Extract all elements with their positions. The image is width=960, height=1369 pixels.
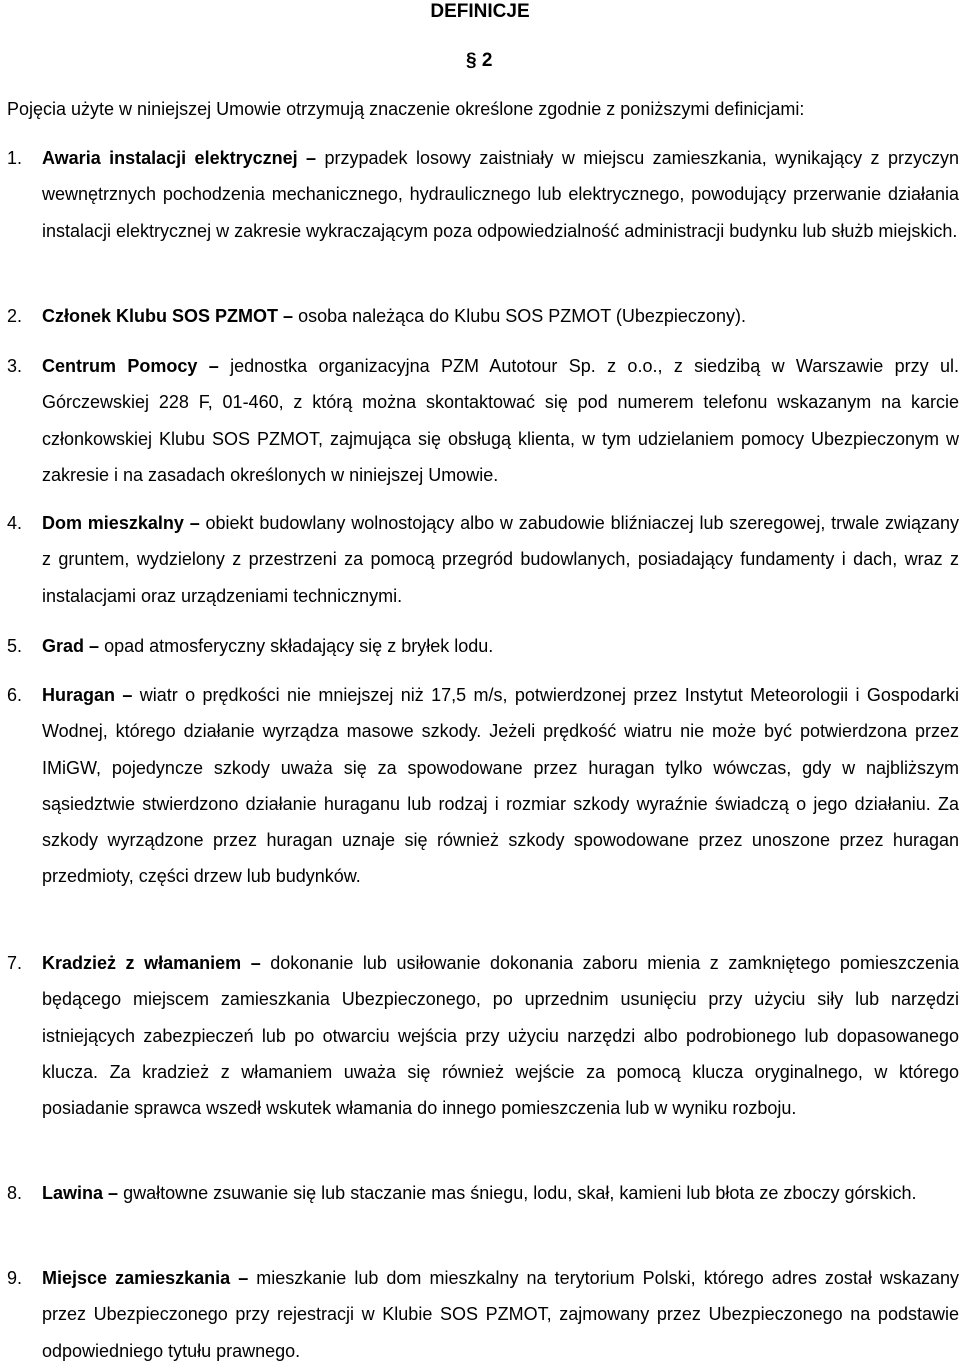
definition-dash: – — [306, 148, 317, 168]
definition-body — [42, 628, 959, 664]
definition-text: obiekt budowlany wolnostojący albo w zabudowie bliźniaczej lub szeregowej, trwale związany z gruntem, wydzielony z przestrzeni za pomocą przegród budowlanych, posiadający fundamenty i dach, wraz z instalacjami oraz urządzeniami technicznymi. — [42, 513, 959, 606]
definition-term: Lawina — [42, 1183, 104, 1203]
definition-number: 5. — [7, 636, 23, 656]
definition-text: gwałtowne zsuwanie się lub staczanie mas śniegu, lodu, skał, kamieni lub błota ze zboczy górskich. — [123, 1183, 917, 1203]
definition-term: Członek Klubu SOS PZMOT — [42, 306, 279, 326]
definition-body — [42, 298, 959, 334]
definition-text: dokonanie lub usiłowanie dokonania zaboru mienia z zamkniętego pomieszczenia będącego miejscem zamieszkania Ubezpieczonego, po uprzednim usunięciu przy użyciu siły lub narzędzi istniejących zabezpieczeń lub po otwarciu wejścia przy użyciu narzędzi albo podrobionego lub dopasowanego klucza. Za kradzież z włamaniem uważa się również wejście za pomocą klucza oryginalnego, w którego posiadanie sprawca wszedł wskutek włamania do innego pomieszczenia lub w wyniku rozboju. — [42, 953, 959, 1119]
definition-text: przypadek losowy zaistniały w miejscu zamieszkania, wynikający z przyczyn wewnętrznych pochodzenia mechanicznego, hydraulicznego lub elektrycznego, powodujący przerwanie działania instalacji elektrycznej w zakresie wykraczającym poza odpowiedzialność administracji budynku lub służb miejskich. — [42, 148, 959, 241]
document-title: DEFINICJE — [430, 1, 530, 22]
definition-number: 8. — [7, 1183, 23, 1203]
definition-body — [42, 505, 959, 614]
definition-number: 2. — [7, 306, 23, 326]
definition-number: 3. — [7, 356, 23, 376]
definition-dash: – — [108, 1183, 119, 1203]
definition-body — [42, 677, 959, 895]
intro-paragraph: Pojęcia użyte w niniejszej Umowie otrzymują znaczenie określone zgodnie z poniższymi definicjami: — [7, 99, 805, 119]
section-number: § 2 — [466, 50, 493, 71]
definition-number: 9. — [7, 1268, 23, 1288]
definition-dash: – — [189, 513, 200, 533]
definition-number: 7. — [7, 953, 23, 973]
definition-term: Kradzież z włamaniem — [42, 953, 242, 973]
definition-dash: – — [89, 636, 100, 656]
definition-term: Huragan — [42, 685, 116, 705]
definition-dash: – — [250, 953, 261, 973]
definition-body — [42, 140, 959, 249]
definition-number: 1. — [7, 148, 23, 168]
definition-term: Grad — [42, 636, 85, 656]
definition-text: jednostka organizacyjna PZM Autotour Sp. z o.o., z siedzibą w Warszawie przy ul. Górczewskiej 228 F, 01-460, z którą można skontaktować się pod numerem telefonu wskazanym na karcie członkowskiej Klubu SOS PZMOT, zajmująca się obsługą klienta, w tym udzielaniem pomocy Ubezpieczonym w zakresie i na zasadach określonych w niniejszej Umowie. — [42, 356, 959, 485]
definition-body — [42, 945, 959, 1126]
definition-text: osoba należąca do Klubu SOS PZMOT (Ubezpieczony). — [298, 306, 746, 326]
definition-body — [42, 348, 959, 493]
definition-term: Dom mieszkalny — [42, 513, 184, 533]
definition-dash: – — [283, 306, 294, 326]
definition-body — [42, 1175, 959, 1211]
definition-text: wiatr o prędkości nie mniejszej niż 17,5 m/s, potwierdzonej przez Instytut Meteorologii i Gospodarki Wodnej, którego działanie wyrządza masowe szkody. Jeżeli prędkość wiatru nie może być potwierdzona przez IMiGW, pojedyncze szkody uważa się za spowodowane przez huragan tylko wówczas, gdy w najbliższym sąsiedztwie stwierdzono działanie huraganu lub rodzaj i rozmiar szkody wyraźnie świadczą o jego działaniu. Za szkody wyrządzone przez huragan uznaje się również szkody spowodowane przez unoszone przez huragan przedmioty, części drzew lub budynków. — [42, 685, 959, 887]
definition-dash: – — [122, 685, 133, 705]
definition-text: opad atmosferyczny składający się z bryłek lodu. — [104, 636, 494, 656]
definition-term: Centrum Pomocy — [42, 356, 198, 376]
definition-term: Awaria instalacji elektrycznej — [42, 148, 298, 168]
definition-body — [42, 1260, 959, 1369]
definition-dash: – — [208, 356, 219, 376]
definition-text: mieszkanie lub dom mieszkalny na terytorium Polski, którego adres został wskazany przez Ubezpieczonego przy rejestracji w Klubie SOS PZMOT, zajmowany przez Ubezpieczonego na podstawie odpowiedniego tytułu prawnego. — [42, 1268, 959, 1361]
definition-number: 6. — [7, 685, 23, 705]
definition-dash: – — [238, 1268, 249, 1288]
definition-number: 4. — [7, 513, 23, 533]
definition-term: Miejsce zamieszkania — [42, 1268, 231, 1288]
